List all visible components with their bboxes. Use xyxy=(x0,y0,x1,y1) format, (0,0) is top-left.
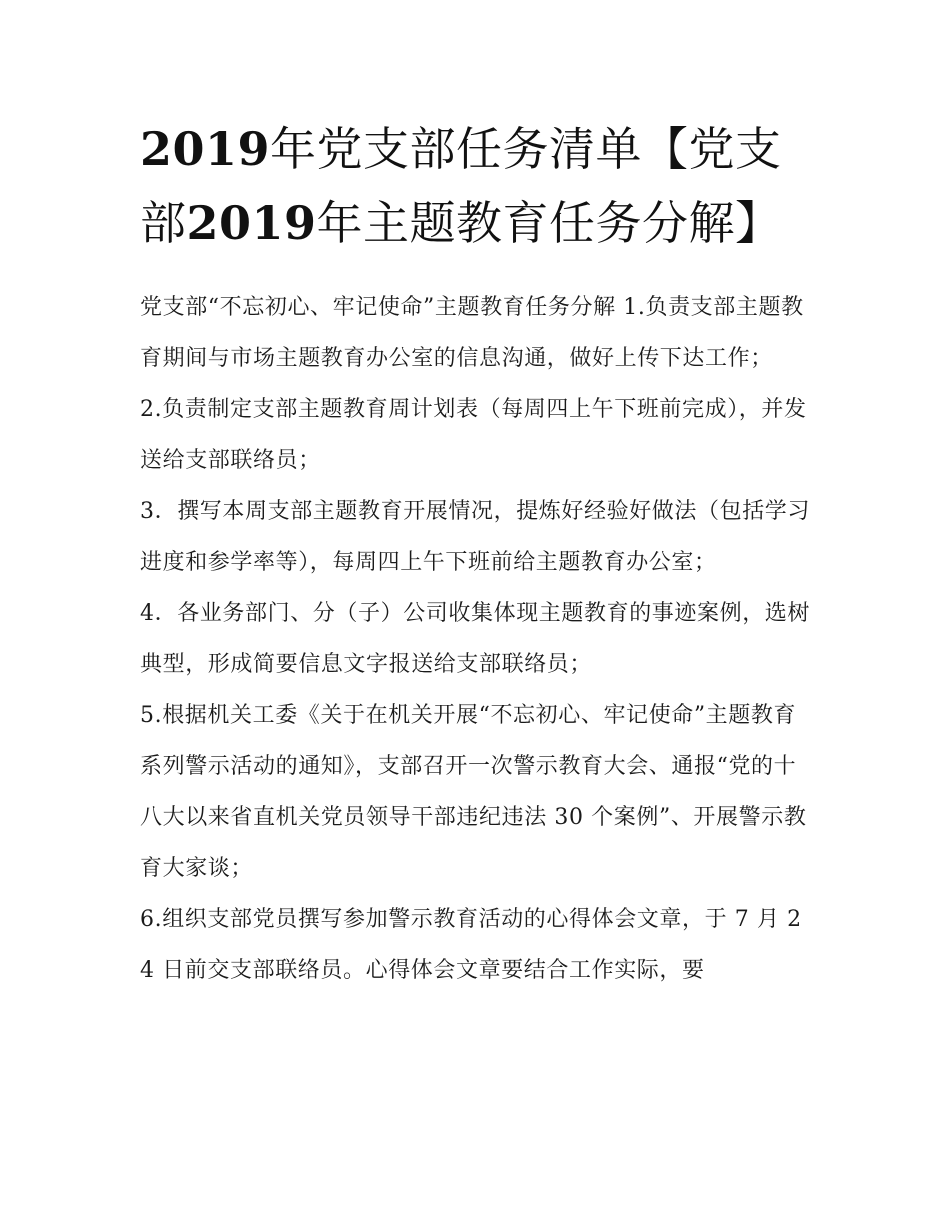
title-text-line-1: 年党支部任务清单【党支 xyxy=(270,122,782,176)
title-year: 2019 xyxy=(140,122,271,176)
paragraph-task-5: 5.根据机关工委《关于在机关开展“不忘初心、牢记使命”主题教育系列警示活动的通知》，支部召开一次警示教育大会、通报“党的十八大以来省直机关党员领导干部违纪违法 30 个案例”、开展警示教育大家谈； xyxy=(140,703,807,881)
document-title xyxy=(140,112,810,260)
title-prefix-line-2: 部 xyxy=(140,196,187,250)
title-year-2: 2019 xyxy=(186,196,317,250)
paragraph-intro-task-1: 党支部“不忘初心、牢记使命”主题教育任务分解 1.负责支部主题教育期间与市场主题教育办公室的信息沟通，做好上传下达工作； xyxy=(140,295,804,371)
paragraph-task-3: 3．撰写本周支部主题教育开展情况，提炼好经验好做法（包括学习进度和参学率等），每周四上午下班前给主题教育办公室； xyxy=(140,499,810,575)
paragraph-task-2: 2.负责制定支部主题教育周计划表（每周四上午下班前完成），并发送给支部联络员； xyxy=(140,397,807,473)
paragraph-task-6: 6.组织支部党员撰写参加警示教育活动的心得体会文章，于 7 月 24 日前交支部联络员。心得体会文章要结合工作实际，要 xyxy=(140,907,802,983)
document-content xyxy=(140,112,810,996)
paragraph-task-4: 4．各业务部门、分（子）公司收集体现主题教育的事迹案例，选树典型，形成简要信息文字报送给支部联络员； xyxy=(140,601,810,677)
document-body xyxy=(140,282,810,996)
title-text-line-2: 年主题教育任务分解】 xyxy=(316,196,782,250)
